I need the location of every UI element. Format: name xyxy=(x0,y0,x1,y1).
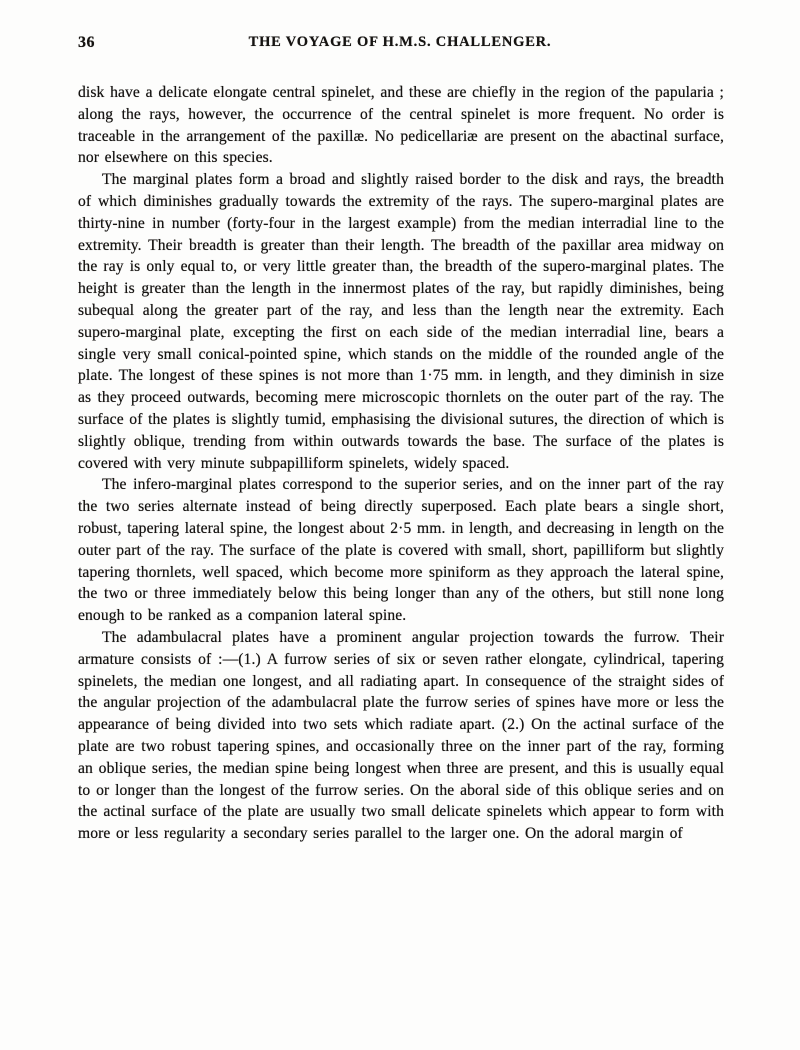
running-header-title: THE VOYAGE OF H.M.S. CHALLENGER. xyxy=(248,34,552,50)
paragraph-adambulacral-plates: The adambulacral plates have a prominent angular projection towards the furrow. Their armature consists of :—(1.) A furrow series of six or seven rather elongate, cylindrical, tapering spinelets, the median one longest, and all radiating apart. In consequence of the straight sides of the angular projection of the adambulacral plate the furrow series of spines have more or less the appearance of being divided into two sets which radiate apart. (2.) On the actinal surface of the plate are two robust tapering spines, and occasionally three on the inner part of the ray, forming an oblique series, the median spine being longest when three are present, and this is usually equal to or longer than the longest of the furrow series. On the aboral side of this oblique series and on the actinal surface of the plate are usually two small delicate spinelets which appear to form with more or less regularity a secondary series parallel to the larger one. On the adoral margin of xyxy=(78,628,724,843)
paragraph-continuation: disk have a delicate elongate central spinelet, and these are chiefly in the region of the papularia ; along the rays, however, the occurrence of the central spinelet is more frequent. No order is traceable in the arrangement of the paxillæ. No pedicellariæ are present on the abactinal surface, nor elsewhere on this species. xyxy=(78,84,724,167)
page-number: 36 xyxy=(78,34,95,51)
paragraph-marginal-plates: The marginal plates form a broad and slightly raised border to the disk and rays, the breadth of which diminishes gradually towards the extremity of the rays. The supero-marginal plates are thirty-nine in number (forty-four in the largest example) from the median interradial line to the extremity. Their breadth is greater than their length. The breadth of the paxillar area midway on the ray is only equal to, or very little greater than, the breadth of the supero-marginal plates. The height is greater than the length in the innermost plates of the ray, but rapidly diminishes, being subequal along the greater part of the ray, and less than the length near the extremity. Each supero-marginal plate, excepting the first on each side of the median interradial line, bears a single very small conical-pointed spine, which stands on the middle of the rounded angle of the plate. The longest of these spines is not more than 1·75 mm. in length, and they diminish in size as they proceed outwards, becoming mere microscopic thornlets on the outer part of the ray. The surface of the plates is slightly tumid, emphasising the divisional sutures, the direction of which is slightly oblique, trending from within outwards towards the base. The surface of the plates is covered with very minute subpapilliform spinelets, widely spaced. xyxy=(78,171,724,472)
running-head xyxy=(78,34,722,54)
paragraph-infero-marginal-plates: The infero-marginal plates correspond to the superior series, and on the inner part of the ray the two series alternate instead of being directly superposed. Each plate bears a single short, robust, tapering lateral spine, the longest about 2·5 mm. in length, and decreasing in length on the outer part of the ray. The surface of the plate is covered with small, short, papilliform but slightly tapering thornlets, well spaced, which become more spiniform as they approach the lateral spine, the two or three immediately below this being longer than any of the others, but still none long enough to be ranked as a companion lateral spine. xyxy=(78,476,724,625)
body-text xyxy=(78,82,724,845)
